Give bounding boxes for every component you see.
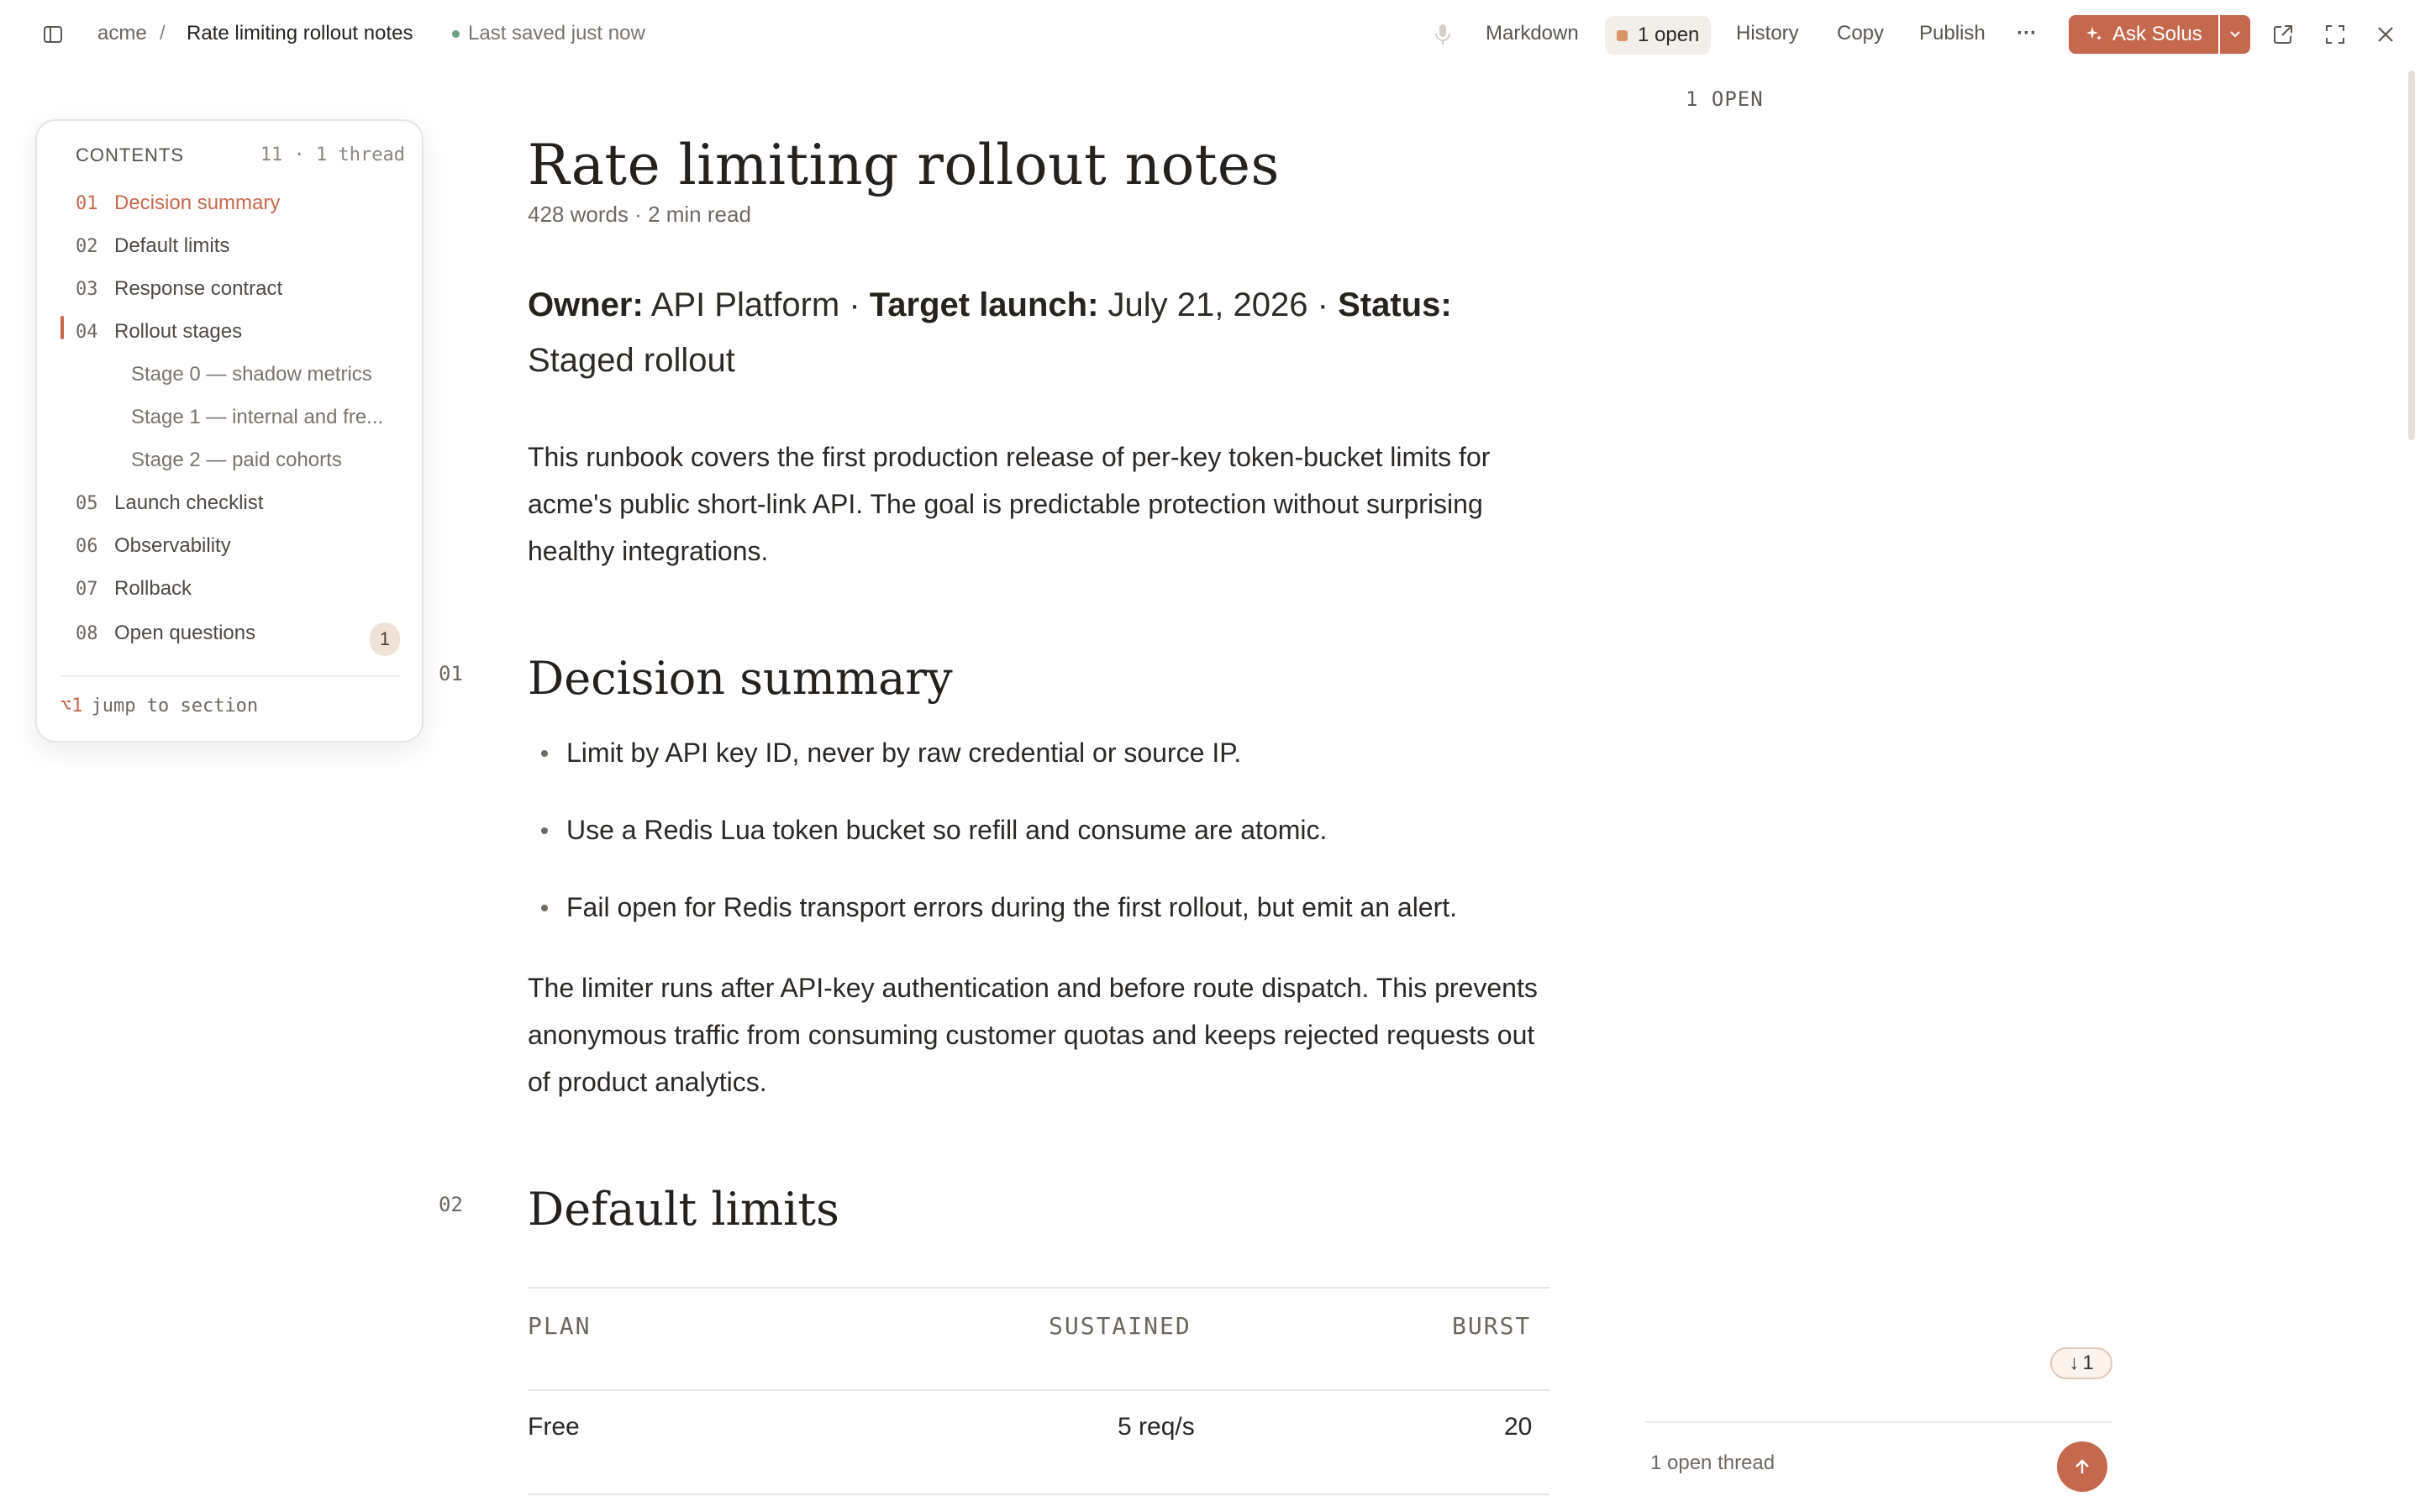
section-number: 01 xyxy=(439,662,463,685)
bullet-icon xyxy=(541,905,548,911)
toc-item-response-contract[interactable] xyxy=(76,272,282,306)
toc-item-label: Response contract xyxy=(114,277,283,300)
toc-item-rollout-stages[interactable] xyxy=(76,315,242,349)
top-bar xyxy=(0,0,2420,67)
ask-solus-button[interactable] xyxy=(2069,15,2218,54)
section-number: 02 xyxy=(439,1193,463,1216)
open-threads-button[interactable] xyxy=(1605,16,1711,55)
section-heading-default-limits[interactable]: Default limits xyxy=(528,1183,839,1236)
toc-item-number: 03 xyxy=(76,278,98,300)
status-label: Status: xyxy=(1338,286,1452,323)
breadcrumb-doc-title[interactable]: Rate limiting rollout notes xyxy=(187,22,413,45)
sidebar-toggle-icon[interactable] xyxy=(35,17,71,52)
toc-subitem-stage-1[interactable]: Stage 1 — internal and fre... xyxy=(131,406,384,428)
jump-to-thread-button[interactable] xyxy=(2050,1347,2112,1379)
table-cell-plan: Free xyxy=(528,1413,580,1441)
list-item[interactable] xyxy=(541,892,1457,923)
breadcrumb-workspace[interactable]: acme xyxy=(97,22,147,45)
owner-label: Owner: xyxy=(528,286,644,323)
launch-value: July 21, 2026 xyxy=(1107,286,1308,323)
toc-subitem-stage-2[interactable]: Stage 2 — paid cohorts xyxy=(131,449,342,471)
meta-separator: · xyxy=(1317,286,1328,323)
markdown-button[interactable]: Markdown xyxy=(1486,22,1579,45)
chevron-down-icon xyxy=(2229,30,2241,39)
toc-item-number: 08 xyxy=(76,622,98,644)
status-value: Staged rollout xyxy=(528,342,735,379)
table-cell-sustained: 5 req/s xyxy=(1118,1413,1195,1441)
shortcut-label: jump to section xyxy=(91,695,259,717)
table-header-burst: BURST xyxy=(1452,1312,1532,1340)
document-title[interactable]: Rate limiting rollout notes xyxy=(528,133,1280,197)
jump-count: 1 xyxy=(2082,1352,2094,1374)
intro-paragraph[interactable]: This runbook covers the first production release of per-key token-bucket limits for acme's public short-link API. The goal is predictable protection without surprising healthy integrations. xyxy=(528,442,1491,566)
toc-divider xyxy=(60,675,400,677)
table-row-divider xyxy=(528,1389,1549,1391)
toc-subitem-stage-0[interactable]: Stage 0 — shadow metrics xyxy=(131,363,372,386)
toc-item-number: 05 xyxy=(76,492,98,514)
table-top-border xyxy=(528,1287,1549,1289)
toc-item-rollback[interactable] xyxy=(76,572,192,606)
toc-item-label: Open questions xyxy=(114,622,256,644)
ask-solus-label: Ask Solus xyxy=(2112,23,2202,45)
threads-divider xyxy=(1645,1421,2112,1423)
thread-count-badge: 1 xyxy=(370,622,400,656)
breadcrumb-separator: / xyxy=(160,22,166,45)
contents-panel xyxy=(35,119,424,743)
ask-solus-dropdown[interactable] xyxy=(2220,15,2250,54)
active-section-indicator xyxy=(60,316,64,339)
bullet-icon xyxy=(541,750,548,757)
copy-button[interactable]: Copy xyxy=(1837,22,1885,45)
table-header-plan: PLAN xyxy=(528,1312,592,1340)
close-icon[interactable] xyxy=(2368,17,2403,52)
toc-item-decision-summary[interactable] xyxy=(76,186,280,220)
meta-separator: · xyxy=(849,286,860,323)
history-button[interactable]: History xyxy=(1736,22,1799,45)
list-item-text: Fail open for Redis transport errors during the first rollout, but emit an alert. xyxy=(566,892,1458,922)
threads-panel-header: 1 OPEN xyxy=(1686,87,1764,111)
word-count: 428 words · 2 min read xyxy=(528,202,751,227)
toc-item-label: Default limits xyxy=(114,234,230,257)
arrow-up-icon xyxy=(2072,1457,2092,1477)
toc-item-number: 04 xyxy=(76,321,98,343)
open-external-icon[interactable] xyxy=(2265,17,2301,52)
toc-item-launch-checklist[interactable] xyxy=(76,486,263,520)
more-options-button[interactable]: ··· xyxy=(2017,22,2037,45)
list-item-text: Limit by API key ID, never by raw credential or source IP. xyxy=(566,738,1242,768)
launch-label: Target launch: xyxy=(869,286,1099,323)
bullet-icon xyxy=(541,827,548,834)
toc-item-number: 06 xyxy=(76,535,98,557)
microphone-icon[interactable] xyxy=(1425,17,1460,52)
scrollbar[interactable] xyxy=(2408,71,2415,440)
sparkle-icon xyxy=(2086,25,2104,44)
list-item[interactable] xyxy=(541,815,1327,846)
save-status-text: Last saved just now xyxy=(468,22,645,45)
saved-dot-icon xyxy=(452,30,460,38)
save-status xyxy=(452,0,645,67)
open-threads-label: 1 open xyxy=(1638,24,1700,46)
toc-item-open-questions[interactable] xyxy=(76,617,255,650)
contents-meta: 11 · 1 thread xyxy=(260,144,405,165)
table-header-sustained: SUSTAINED xyxy=(1049,1312,1192,1340)
section-heading-decision-summary[interactable]: Decision summary xyxy=(528,652,953,705)
fullscreen-icon[interactable] xyxy=(2317,17,2353,52)
table-row-divider xyxy=(528,1494,1549,1495)
toc-item-label: Rollback xyxy=(114,577,192,600)
owner-value: API Platform xyxy=(650,286,840,323)
toc-item-default-limits[interactable] xyxy=(76,229,229,263)
arrow-down-icon: ↓ xyxy=(2069,1352,2080,1374)
toc-item-label: Observability xyxy=(114,534,231,557)
toc-item-label: Decision summary xyxy=(114,192,281,214)
body-paragraph[interactable]: The limiter runs after API-key authentication and before route dispatch. This prevents anonymous traffic from consuming customer quotas and keeps rejected requests out of product analytics. xyxy=(528,973,1538,1097)
toc-item-number: 07 xyxy=(76,578,98,600)
toc-item-label: Rollout stages xyxy=(114,320,243,343)
toc-item-number: 02 xyxy=(76,235,98,257)
open-thread-count: 1 open thread xyxy=(1650,1452,1776,1474)
send-button[interactable] xyxy=(2057,1441,2107,1492)
shortcut-key: ⌥1 xyxy=(60,695,83,717)
toc-item-number: 01 xyxy=(76,192,98,214)
toc-item-label: Launch checklist xyxy=(114,491,264,514)
open-thread-marker-icon xyxy=(1617,30,1628,41)
table-cell-burst: 20 xyxy=(1504,1413,1533,1441)
contents-title: CONTENTS xyxy=(76,144,184,165)
toc-shortcut-hint xyxy=(60,689,258,722)
publish-button[interactable]: Publish xyxy=(1919,22,1986,45)
list-item[interactable] xyxy=(541,738,1241,769)
toc-item-observability[interactable] xyxy=(76,529,231,563)
document-meta[interactable] xyxy=(528,277,1502,388)
list-item-text: Use a Redis Lua token bucket so refill and consume are atomic. xyxy=(566,815,1328,845)
